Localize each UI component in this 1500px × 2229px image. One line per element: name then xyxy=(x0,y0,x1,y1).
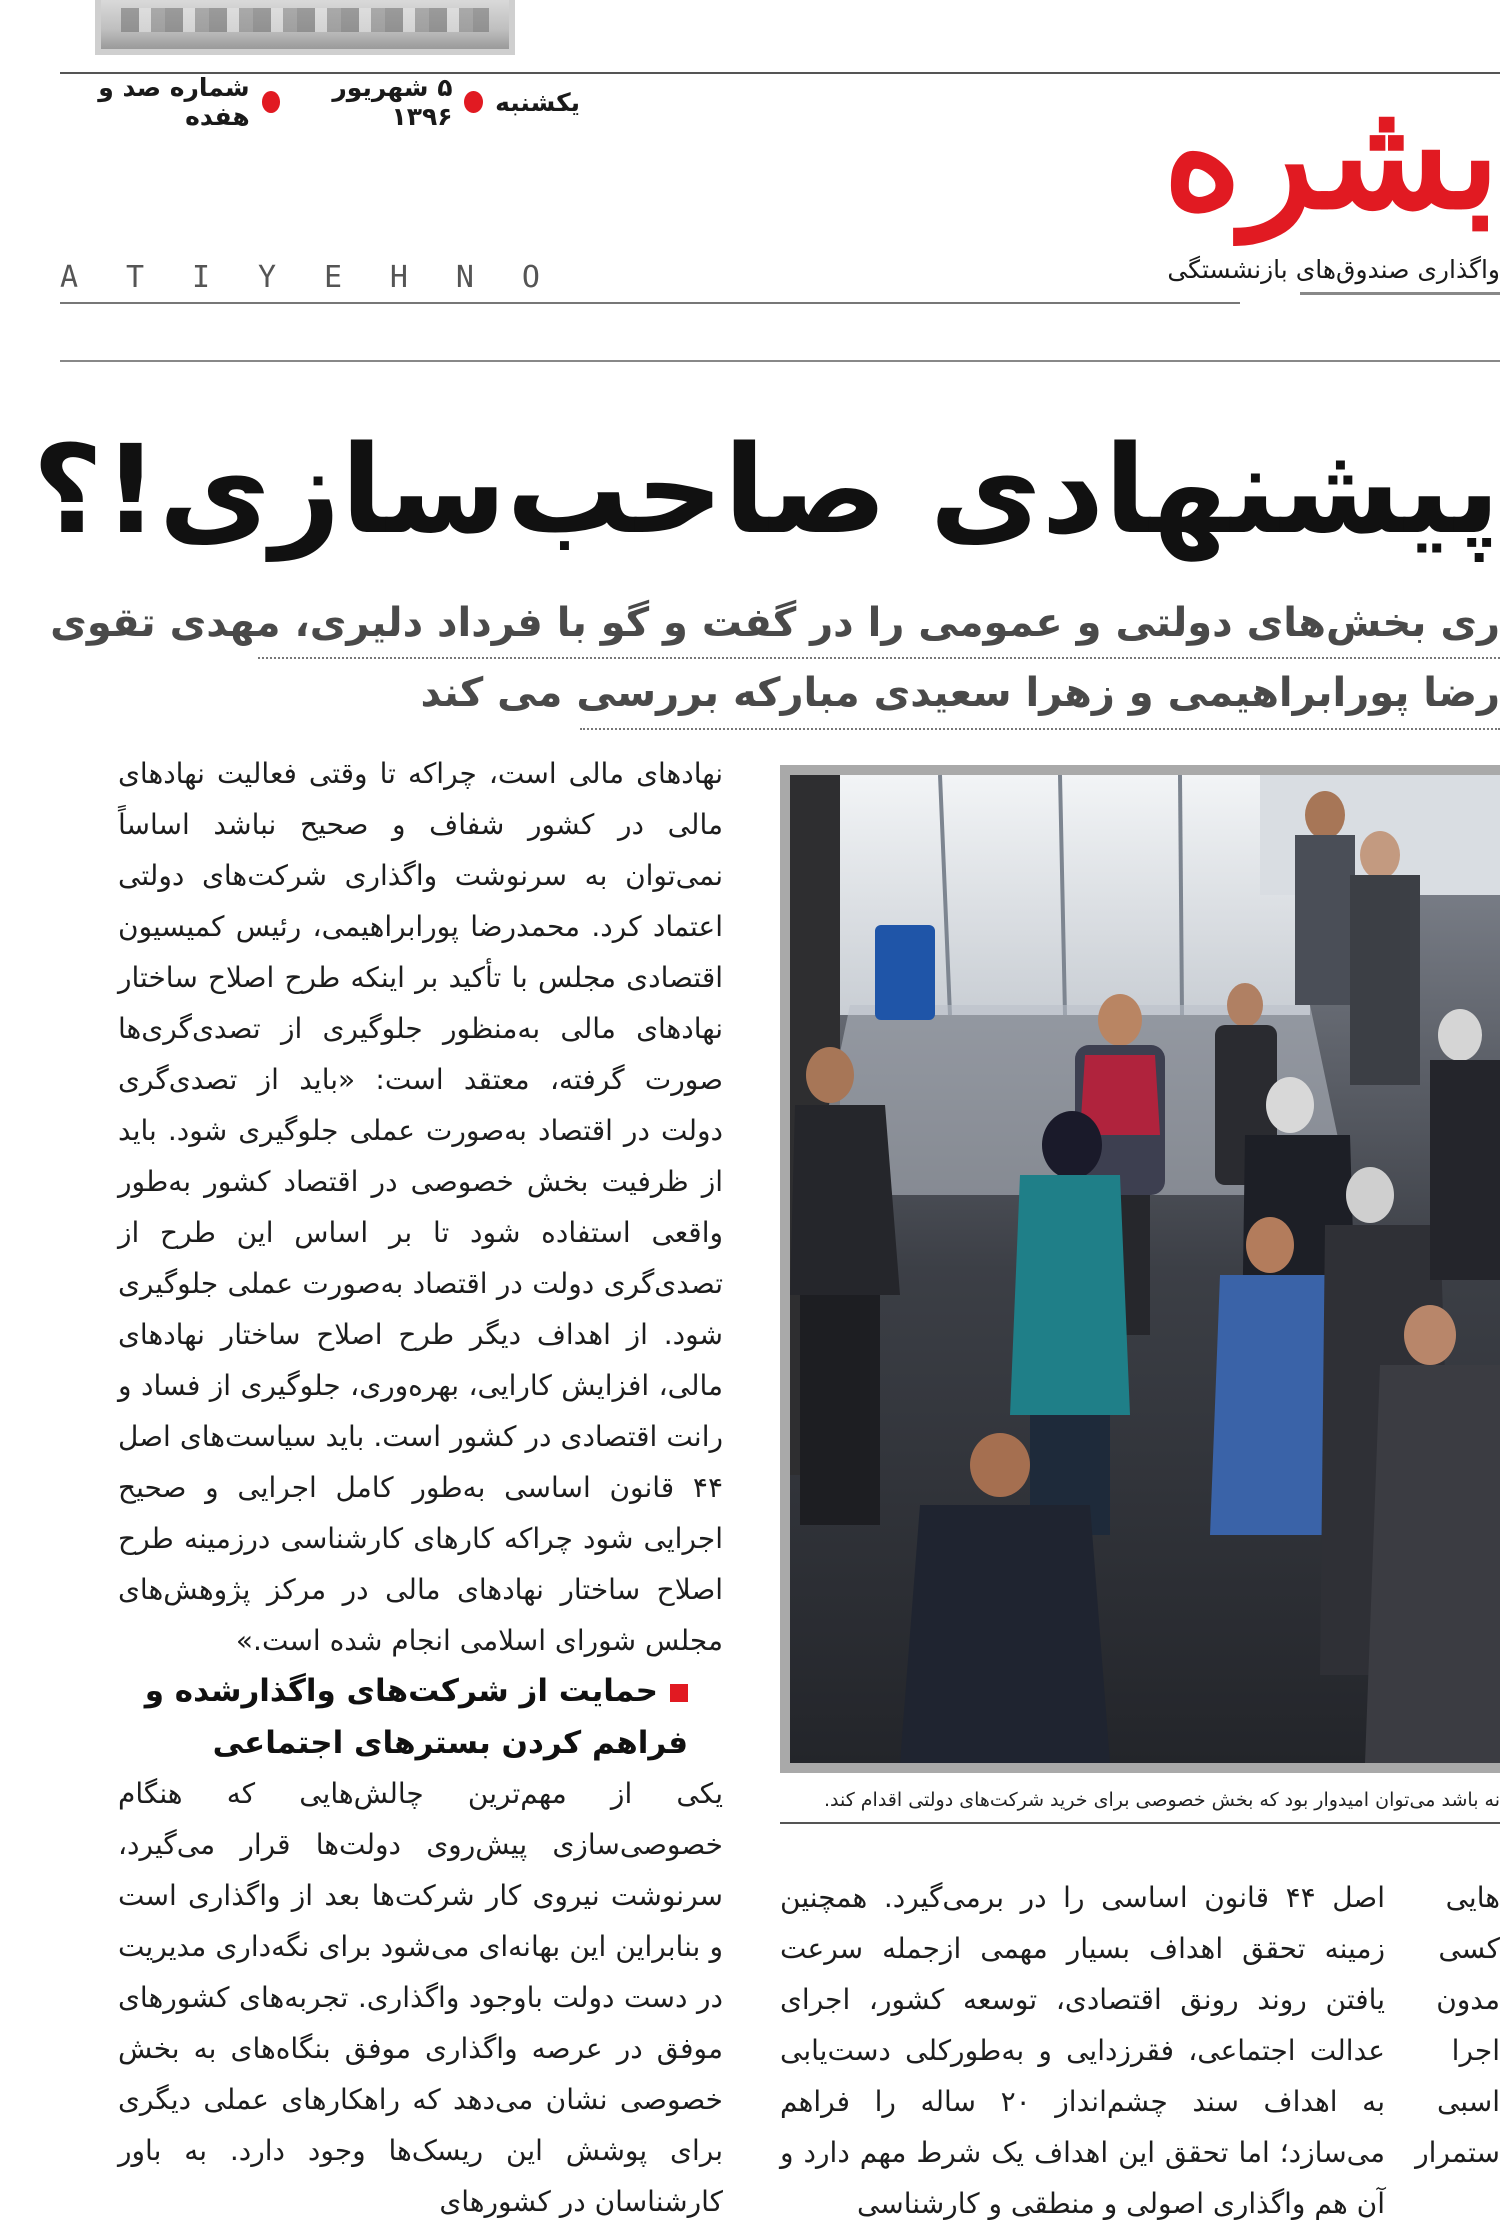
brand-letter: O xyxy=(521,260,540,295)
masthead-logo: بشره xyxy=(1163,67,1500,243)
lobby-crowd-photo xyxy=(790,775,1500,1763)
dateline-issue: شماره صد و هفده xyxy=(98,73,250,131)
masthead-underline xyxy=(1300,292,1500,295)
paragraph: یکی از مهم‌ترین چالش‌هایی که هنگام خصوصی‌سازی پیش‌روی دولت‌ها قرار می‌گیرد، سرنوشت نیروی کار شرکت‌ها بعد از واگذاری است و بنابراین این بهانه‌ای می‌شود برای نگه‌داری مدیریت در دست دولت باوجود واگذاری. تجربه‌های کشورهای موفق در عرصه واگذاری موفق بنگاه‌های به بخش خصوصی نشان می‌دهد که راهکارهای عملی دیگری برای پوشش این ریسک‌ها وجود دارد. به باور کارشناسان در کشورهای xyxy=(118,1777,723,2218)
section-heading-text: حمایت از شرکت‌های واگذارشده و فراهم کردن بسترهای اجتماعی xyxy=(144,1673,688,1761)
brand-letter: A xyxy=(60,260,79,295)
photo-caption: نه باشد می‌توان امیدوار بود که بخش خصوصی برای خرید شرکت‌های دولتی اقدام کند. xyxy=(823,1789,1500,1811)
article-column-left-bottom xyxy=(118,1768,723,2218)
brand-letter: E xyxy=(323,260,342,295)
brand-letter: N xyxy=(455,260,474,295)
line-fragment: هایی xyxy=(1445,1881,1500,1914)
dateline-date: ۵ شهریور ۱۳۹۶ xyxy=(332,73,453,131)
dot-icon xyxy=(262,91,281,113)
bullet-square-icon xyxy=(670,1684,688,1702)
dateline-weekday: یکشنبه xyxy=(495,87,580,117)
section-rule xyxy=(60,360,1500,362)
article-photo xyxy=(780,765,1500,1773)
line-fragment: مدون xyxy=(1436,1983,1500,2016)
brand-letter: Y xyxy=(257,260,277,295)
subhead-rule xyxy=(580,728,1500,730)
brand-letters xyxy=(60,260,540,300)
masthead-rule xyxy=(60,302,1240,304)
brand-letter: I xyxy=(191,260,211,295)
subhead-rule xyxy=(258,657,1500,659)
line-fragment: کسی xyxy=(1438,1932,1500,1965)
article-subhead: رضا پورابراهیمی و زهرا سعیدی مبارکه بررسی می کند xyxy=(420,670,1500,716)
article-column-middle xyxy=(780,1872,1385,2220)
dateline xyxy=(60,73,580,131)
line-fragment: ستمرار xyxy=(1415,2136,1500,2169)
brand-letter: T xyxy=(125,260,145,295)
paragraph: نهادهای مالی است، چراکه تا وقتی فعالیت نهادهای مالی در کشور شفاف و صحیح نباشد اساساً نمی‌توان به سرنوشت واگذاری شرکت‌های دولتی اعتماد کرد. محمدرضا پورابراهیمی، رئیس کمیسیون اقتصادی مجلس با تأکید بر اینکه طرح اصلاح ساختار نهادهای مالی به‌منظور جلوگیری از تصدی‌گری‌ها صورت گرفته، معتقد است: «باید از تصدی‌گری دولت در اقتصاد به‌صورت عملی جلوگیری شود. باید از ظرفیت بخش خصوصی در اقتصاد کشور به‌طور واقعی استفاده شود تا بر اساس این طرح از تصدی‌گری دولت در اقتصاد به‌صورت عملی جلوگیری شود. از اهداف دیگر طرح اصلاح ساختار نهادهای مالی، افزایش کارایی، بهره‌وری، جلوگیری از فساد و رانت اقتصادی در کشور است. باید سیاست‌های اصل ۴۴ قانون اساسی به‌طور کامل اجرایی و صحیح اجرایی شود چراکه کارهای کارشناسی درزمینه طرح اصلاح ساختار نهادهای مالی در مرکز پژوهش‌های مجلس شورای اسلامی انجام شده است.» xyxy=(118,757,723,1657)
article-column-right-fragment xyxy=(1415,1872,1500,2182)
article-subhead: ری بخش‌های دولتی و عمومی را در گفت و گو با فرداد دلیری، مهدی تقوی xyxy=(50,600,1500,646)
line-fragment: اجرا xyxy=(1451,2034,1500,2067)
brand-letter: H xyxy=(389,260,408,295)
caption-rule xyxy=(780,1822,1500,1824)
dot-icon xyxy=(464,91,483,113)
article-column-left-top xyxy=(118,748,723,1666)
article-headline: پیشنهادی صاحب‌سازی!؟ xyxy=(32,419,1500,561)
masthead-tagline: واگذاری صندوق‌های بازنشستگی xyxy=(1167,255,1500,284)
top-photo-fragment xyxy=(95,0,515,55)
paragraph: اصل ۴۴ قانون اساسی را در برمی‌گیرد. همچنین زمینه تحقق اهداف بسیار مهمی ازجمله سرعت یافتن روند رونق اقتصادی، توسعه کشور، اجرای عدالت اجتماعی، فقرزدایی و به‌طورکلی دست‌یابی به اهداف سند چشم‌انداز ۲۰ ساله را فراهم می‌سازد؛ اما تحقق این اهداف یک شرط مهم دارد و آن هم واگذاری اصولی و منطقی و کارشناسی xyxy=(780,1881,1385,2220)
section-heading xyxy=(118,1665,688,1769)
line-fragment: اسبی xyxy=(1436,2085,1500,2118)
